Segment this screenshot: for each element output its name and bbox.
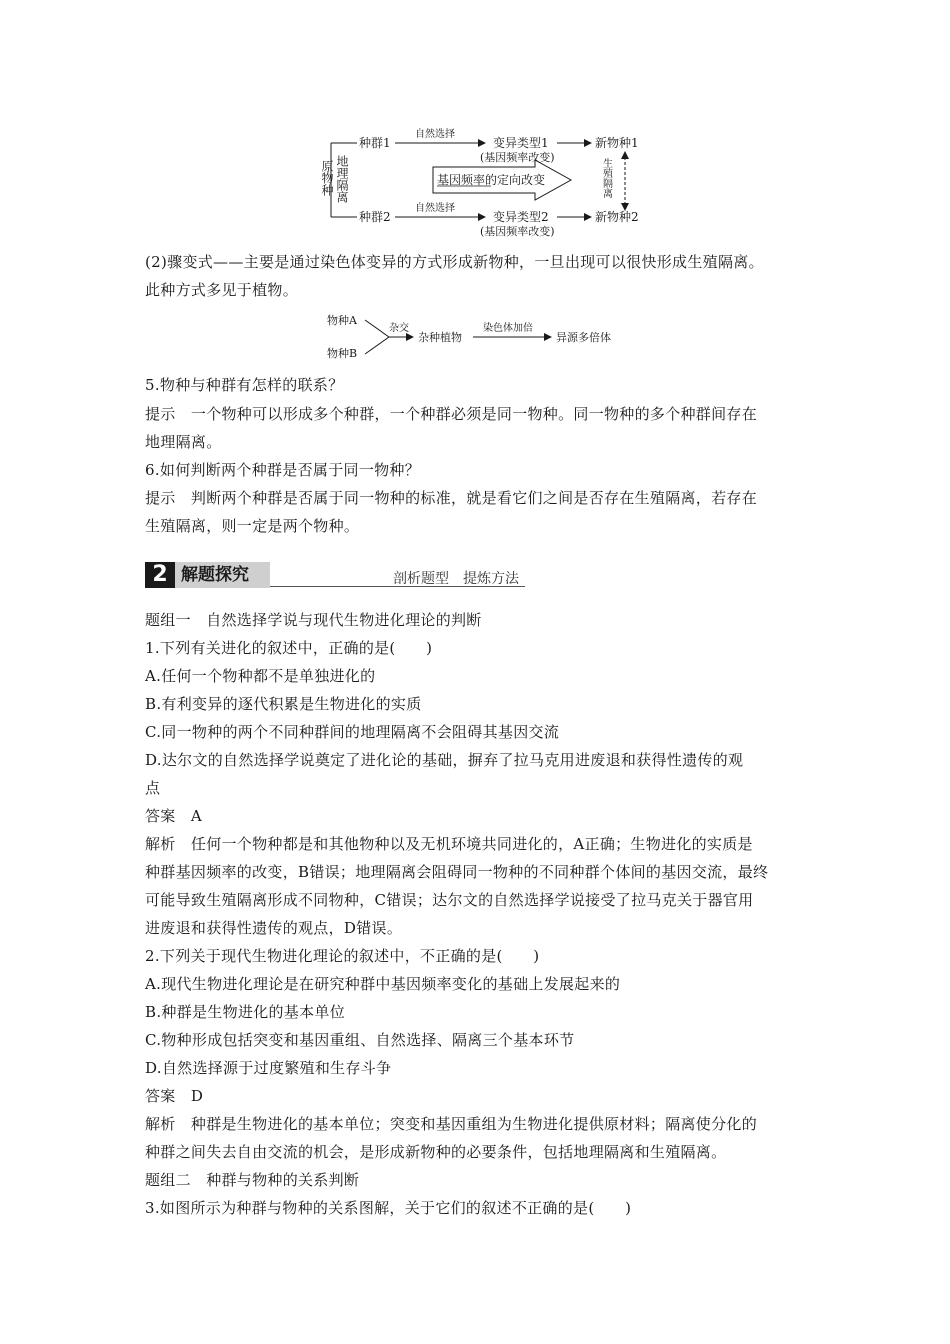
p1-option-d-2: 点 [145, 779, 161, 797]
p1-option-b: B.有利变异的逐代积累是生物进化的实质 [145, 695, 422, 713]
p2-explanation-2: 种群之间失去自由交流的机会，是形成新物种的必要条件，包括地理隔离和生殖隔离。 [145, 1143, 727, 1161]
species-b-label: 物种B [327, 347, 358, 360]
variant2-label: 变异类型2 [493, 210, 549, 224]
natural-selection-1-label: 自然选择 [415, 129, 455, 140]
q5-question: 5.物种与种群有怎样的联系？ [145, 376, 344, 394]
variant2-note: (基因频率改变) [480, 225, 555, 238]
geo-isolation-label: 地理隔离 [335, 155, 349, 203]
repro-isolation-label: 生殖隔离 [600, 158, 612, 198]
variant1-label: 变异类型1 [493, 136, 549, 150]
p2-stem: 2.下列关于现代生物进化理论的叙述中，不正确的是( ) [145, 947, 540, 965]
p2-explanation-1: 解析 种群是生物进化的基本单位；突变和基因重组为生物进化提供原材料；隔离使分化的 [145, 1115, 758, 1133]
p2-option-d: D.自然选择源于过度繁殖和生存斗争 [145, 1059, 392, 1077]
p3-stem: 3.如图所示为种群与物种的关系图解，关于它们的叙述不正确的是( ) [145, 1199, 632, 1217]
origin-species-label: 原物种 [320, 160, 334, 196]
para-2-cont: 此种方式多见于植物。 [145, 281, 299, 299]
q6-question: 6.如何判断两个种群是否属于同一物种？ [145, 461, 421, 479]
p1-explanation-4: 进废退和获得性遗传的观点，D错误。 [145, 919, 403, 937]
p2-option-a: A.现代生物进化理论是在研究种群中基因频率变化的基础上发展起来的 [145, 975, 621, 993]
pop1-label: 种群1 [359, 136, 391, 150]
species-a-label: 物种A [327, 314, 357, 327]
p2-answer: 答案 D [145, 1087, 204, 1105]
speciation-diagram [295, 120, 675, 245]
p2-option-c: C.物种形成包括突变和基因重组、自然选择、隔离三个基本环节 [145, 1031, 575, 1049]
group2-title: 题组二 种群与物种的关系判断 [145, 1171, 360, 1189]
p1-option-c: C.同一物种的两个不同种群间的地理隔离不会阻碍其基因交流 [145, 723, 560, 741]
q5-hint-1: 提示 一个物种可以形成多个种群，一个种群必须是同一物种。同一物种的多个种群间存在 [145, 405, 758, 423]
q6-hint-2: 生殖隔离，则一定是两个物种。 [145, 517, 360, 535]
hybridize-label: 杂交 [389, 323, 409, 334]
center-arrow-label: 基因频率的定向改变 [437, 173, 546, 187]
new-species2-label: 新物种2 [595, 210, 639, 224]
p1-explanation-2: 种群基因频率的改变，B错误；地理隔离会阻碍同一物种的不同种群个体间的基因交流，最终 [145, 863, 769, 881]
section-subtitle: 剖析题型 提炼方法 [393, 571, 519, 587]
section-number: 2 [145, 562, 175, 588]
p1-stem: 1.下列有关进化的叙述中，正确的是( ) [145, 639, 433, 657]
hybrid-plant-label: 杂种植物 [418, 331, 462, 344]
natural-selection-2-label: 自然选择 [415, 203, 455, 214]
p1-answer: 答案 A [145, 807, 203, 825]
doubling-label: 染色体加倍 [483, 323, 533, 334]
q5-hint-2: 地理隔离。 [145, 433, 222, 451]
p1-option-a: A.任何一个物种都不是单独进化的 [145, 667, 376, 685]
p1-explanation-1: 解析 任何一个物种都是和其他物种以及无机环境共同进化的，A正确；生物进化的实质是 [145, 835, 753, 853]
variant1-note: (基因频率改变) [480, 151, 555, 164]
q6-hint-1: 提示 判断两个种群是否属于同一物种的标准，就是看它们之间是否存在生殖隔离，若存在 [145, 489, 758, 507]
new-species1-label: 新物种1 [595, 136, 639, 150]
group1-title: 题组一 自然选择学说与现代生物进化理论的判断 [145, 611, 482, 629]
polyploid-diagram [325, 310, 635, 365]
section-title: 解题探究 [175, 562, 270, 588]
p2-option-b: B.种群是生物进化的基本单位 [145, 1003, 345, 1021]
polyploid-label: 异源多倍体 [556, 331, 611, 344]
p1-option-d-1: D.达尔文的自然选择学说奠定了进化论的基础，摒弃了拉马克用进废退和获得性遗传的观 [145, 751, 744, 769]
pop2-label: 种群2 [359, 210, 391, 224]
para-2: (2)骤变式——主要是通过染色体变异的方式形成新物种，一旦出现可以很快形成生殖隔离。 [145, 253, 764, 271]
p1-explanation-3: 可能导致生殖隔离形成不同物种，C错误；达尔文的自然选择学说接受了拉马克关于器官用 [145, 891, 754, 909]
